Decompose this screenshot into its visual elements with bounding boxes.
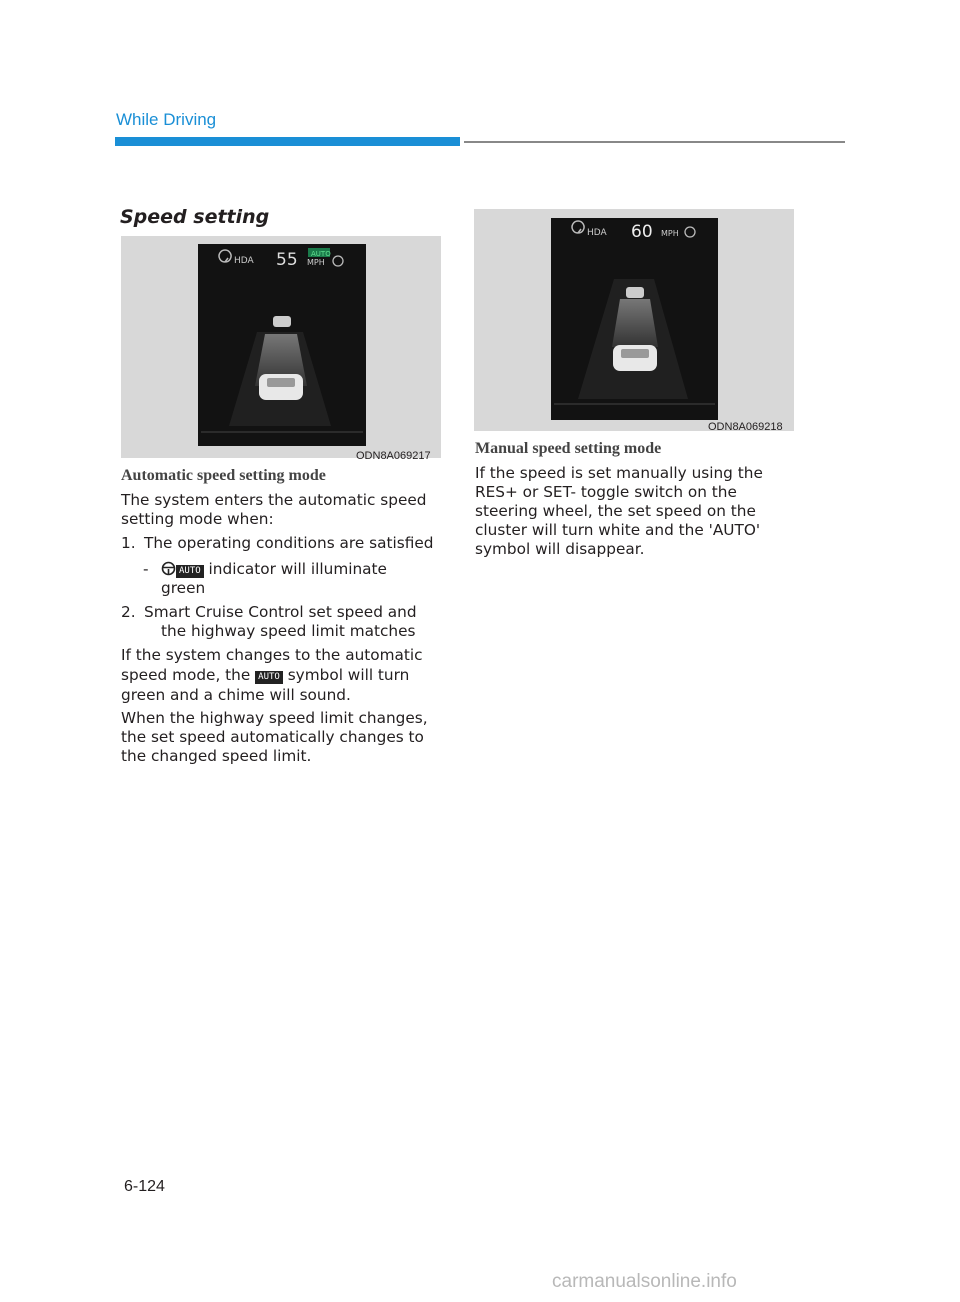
auto-badge: AUTO [255, 671, 283, 684]
cluster-figure-manual [474, 209, 794, 431]
auto-badge: AUTO [176, 565, 204, 578]
cluster-figure-auto [121, 236, 441, 458]
watermark: carmanualsonline.info [552, 1271, 737, 1292]
sub-bullet-text [161, 560, 387, 579]
para2-pre: speed mode, the [121, 666, 256, 684]
figure-code: ODN8A069217 [356, 450, 431, 462]
header-section-title: While Driving [116, 110, 217, 129]
lead-vehicle-icon [626, 287, 644, 298]
section-title: Speed setting [120, 206, 270, 228]
para3-line-a: When the highway speed limit changes, [121, 709, 428, 727]
para2-line-b [121, 666, 409, 685]
para3-line-c: the changed speed limit. [121, 747, 312, 765]
sub-bullet-dash: - [143, 560, 149, 578]
list-item-2-text-a: Smart Cruise Control set speed and [144, 603, 417, 621]
manual-line-4: cluster will turn white and the 'AUTO' [475, 521, 761, 539]
page-number: 6-124 [124, 1178, 165, 1195]
fig1-hda-label: HDA [234, 256, 254, 266]
subheading-manual: Manual speed setting mode [475, 440, 662, 457]
fig1-speed: 55 [276, 250, 298, 270]
own-vehicle-icon [259, 374, 303, 400]
manual-line-1: If the speed is set manually using the [475, 464, 763, 482]
manual-line-2: RES+ or SET- toggle switch on the [475, 483, 737, 501]
list-item-2-text-b: the highway speed limit matches [161, 622, 416, 640]
lead-vehicle-icon [273, 316, 291, 327]
manual-line-5: symbol will disappear. [475, 540, 645, 558]
intro-line-2: setting mode when: [121, 510, 274, 528]
fig1-auto-label: AUTO [311, 250, 331, 258]
fig1-unit: MPH [307, 258, 325, 267]
list-item-1-text: The operating conditions are satisfied [144, 534, 434, 552]
fig2-unit: MPH [661, 229, 679, 238]
list-item-2-number: 2. [121, 603, 136, 621]
intro-line-1: The system enters the automatic speed [121, 491, 427, 509]
subheading-automatic: Automatic speed setting mode [121, 467, 326, 484]
para2-line-c: green and a chime will sound. [121, 686, 351, 704]
own-vehicle-icon [613, 345, 657, 371]
para3-line-b: the set speed automatically changes to [121, 728, 424, 746]
fig2-speed: 60 [631, 222, 653, 242]
hda-steering-icon [161, 561, 176, 576]
header-rule-blue [115, 137, 460, 146]
para2-line-a: If the system changes to the automatic [121, 646, 423, 664]
manual-line-3: steering wheel, the set speed on the [475, 502, 756, 520]
header-rule-gray [464, 141, 845, 143]
sub-bullet-text-2: green [161, 579, 206, 597]
indicator-text: indicator will illuminate [203, 560, 387, 578]
figure-code: ODN8A069218 [708, 421, 783, 433]
para2-post: symbol will turn [282, 666, 410, 684]
fig2-hda-label: HDA [587, 228, 607, 238]
list-item-1-number: 1. [121, 534, 136, 552]
